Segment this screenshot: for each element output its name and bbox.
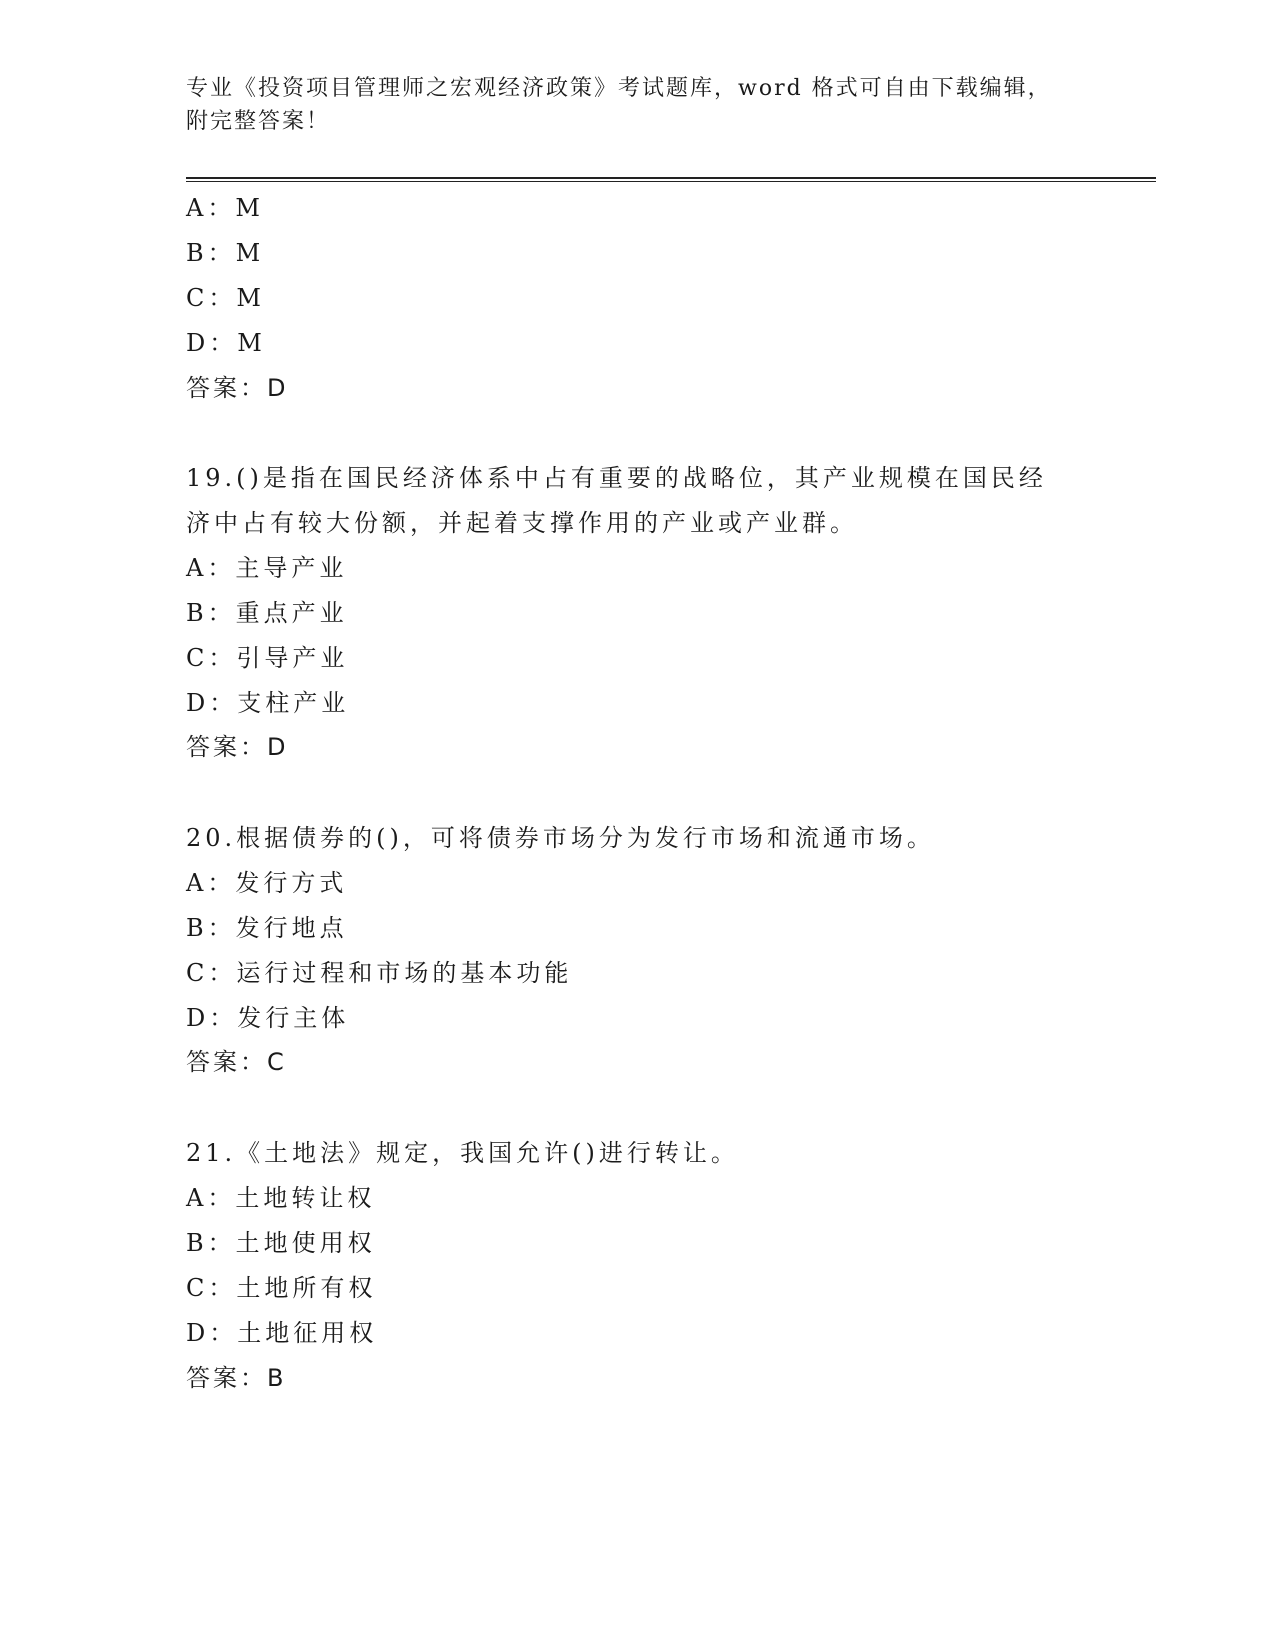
header-line-2: 附完整答案！ bbox=[186, 109, 331, 134]
option-b: B：M bbox=[186, 239, 265, 267]
question-21-option-b: B：土地使用权 bbox=[186, 1229, 376, 1257]
question-21-option-a: A：土地转让权 bbox=[186, 1184, 376, 1212]
question-20-stem-line-1: 20.根据债券的()，可将债券市场分为发行市场和流通市场。 bbox=[186, 824, 935, 852]
question-19-stem-line-1: 19.()是指在国民经济体系中占有重要的战略位，其产业规模在国民经 bbox=[186, 464, 1047, 492]
answer-label: 答案： bbox=[186, 374, 267, 402]
option-a: A：M bbox=[186, 194, 264, 222]
answer-label: 答案： bbox=[186, 733, 267, 761]
question-20-option-a: A：发行方式 bbox=[186, 869, 348, 897]
question-19-option-c: C：引导产业 bbox=[186, 644, 349, 672]
question-20-option-d: D：发行主体 bbox=[186, 1004, 350, 1032]
question-19-option-d: D：支柱产业 bbox=[186, 689, 350, 717]
answer-value: D bbox=[267, 374, 287, 402]
question-21-option-d: D：土地征用权 bbox=[186, 1319, 378, 1347]
question-20-option-c: C：运行过程和市场的基本功能 bbox=[186, 959, 573, 987]
question-21-stem-line-1: 21.《土地法》规定，我国允许()进行转让。 bbox=[186, 1139, 739, 1167]
question-21-answer bbox=[186, 1362, 284, 1394]
answer-value: B bbox=[267, 1364, 285, 1392]
header-divider bbox=[186, 177, 1156, 182]
answer-line bbox=[186, 372, 286, 404]
header-line-1: 专业《投资项目管理师之宏观经济政策》考试题库，word 格式可自由下载编辑， bbox=[186, 76, 1052, 101]
question-19-option-b: B：重点产业 bbox=[186, 599, 348, 627]
answer-value: D bbox=[267, 733, 287, 761]
option-d: D：M bbox=[186, 329, 266, 357]
question-20-option-b: B：发行地点 bbox=[186, 914, 348, 942]
question-19-option-a: A：主导产业 bbox=[186, 554, 348, 582]
answer-value: C bbox=[267, 1048, 285, 1076]
document-header bbox=[186, 72, 1086, 138]
option-c: C：M bbox=[186, 284, 265, 312]
question-19-stem-line-2: 济中占有较大份额，并起着支撑作用的产业或产业群。 bbox=[186, 509, 858, 537]
question-19-answer bbox=[186, 731, 286, 763]
answer-label: 答案： bbox=[186, 1364, 267, 1392]
answer-label: 答案： bbox=[186, 1048, 267, 1076]
question-21-option-c: C：土地所有权 bbox=[186, 1274, 377, 1302]
question-20-answer bbox=[186, 1046, 285, 1078]
